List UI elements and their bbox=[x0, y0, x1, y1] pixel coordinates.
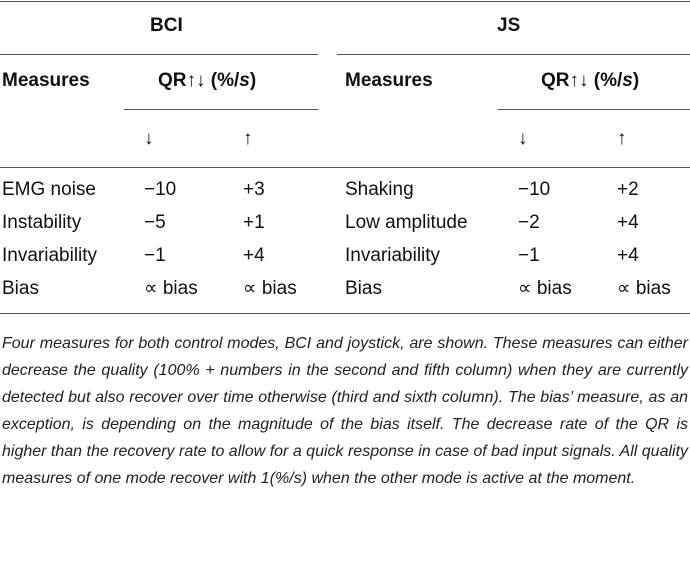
table-bottom-rule bbox=[0, 313, 690, 314]
table-cell: −5 bbox=[144, 212, 166, 233]
table-cell: Bias bbox=[345, 278, 382, 299]
table-cell: EMG noise bbox=[2, 179, 96, 200]
table-cell: +4 bbox=[617, 245, 639, 266]
table-cell: +2 bbox=[617, 179, 639, 200]
table-cell: Low amplitude bbox=[345, 212, 468, 233]
bci-measures-header: Measures bbox=[2, 70, 90, 91]
table-cell: +4 bbox=[617, 212, 639, 233]
table-cell: Bias bbox=[2, 278, 39, 299]
table-cell: Instability bbox=[2, 212, 82, 233]
table-cell: +4 bbox=[243, 245, 265, 266]
table-cell: ∝ bias bbox=[617, 278, 671, 299]
table-cell: ∝ bias bbox=[243, 278, 297, 299]
js-down-arrow: ↓ bbox=[518, 128, 528, 149]
js-qr-header: QR↑↓ (%/s) bbox=[541, 70, 640, 91]
top-rule bbox=[0, 1, 690, 2]
js-qr-rule bbox=[498, 109, 690, 110]
bci-qr-header: QR↑↓ (%/s) bbox=[158, 70, 257, 91]
table-cell: Invariability bbox=[2, 245, 98, 266]
bci-up-arrow: ↑ bbox=[243, 128, 253, 149]
table-cell: +3 bbox=[243, 179, 265, 200]
group-title-js: JS bbox=[497, 15, 521, 36]
header-bottom-rule bbox=[0, 167, 690, 168]
table-cell: −10 bbox=[518, 179, 551, 200]
table-cell: ∝ bias bbox=[144, 278, 198, 299]
js-group-rule bbox=[337, 54, 690, 55]
js-up-arrow: ↑ bbox=[617, 128, 627, 149]
group-title-bci: BCI bbox=[150, 15, 183, 36]
table-cell: +1 bbox=[243, 212, 265, 233]
table-cell: −2 bbox=[518, 212, 540, 233]
bci-qr-rule bbox=[124, 109, 318, 110]
table-cell: −1 bbox=[518, 245, 540, 266]
table-caption: Four measures for both control modes, BCI and joystick, are shown. These measures can either decrease the quality (100% + numbers in the second and fifth column) when they are currently detected but also recover over time otherwise (third and sixth column). The bias’ measure, as an exception, is depending on the magnitude of the bias itself. The decrease rate of the QR is higher than the recovery rate to allow for a quick response in case of bad input signals. All quality measures of one mode recover with 1(%/s) when the other mode is active at the moment. bbox=[2, 335, 689, 487]
js-measures-header: Measures bbox=[345, 70, 433, 91]
table-cell: −10 bbox=[144, 179, 177, 200]
table-cell: −1 bbox=[144, 245, 166, 266]
table-cell: ∝ bias bbox=[518, 278, 572, 299]
table-cell: Shaking bbox=[345, 179, 414, 200]
table-cell: Invariability bbox=[345, 245, 441, 266]
bci-down-arrow: ↓ bbox=[144, 128, 154, 149]
bci-group-rule bbox=[0, 54, 318, 55]
